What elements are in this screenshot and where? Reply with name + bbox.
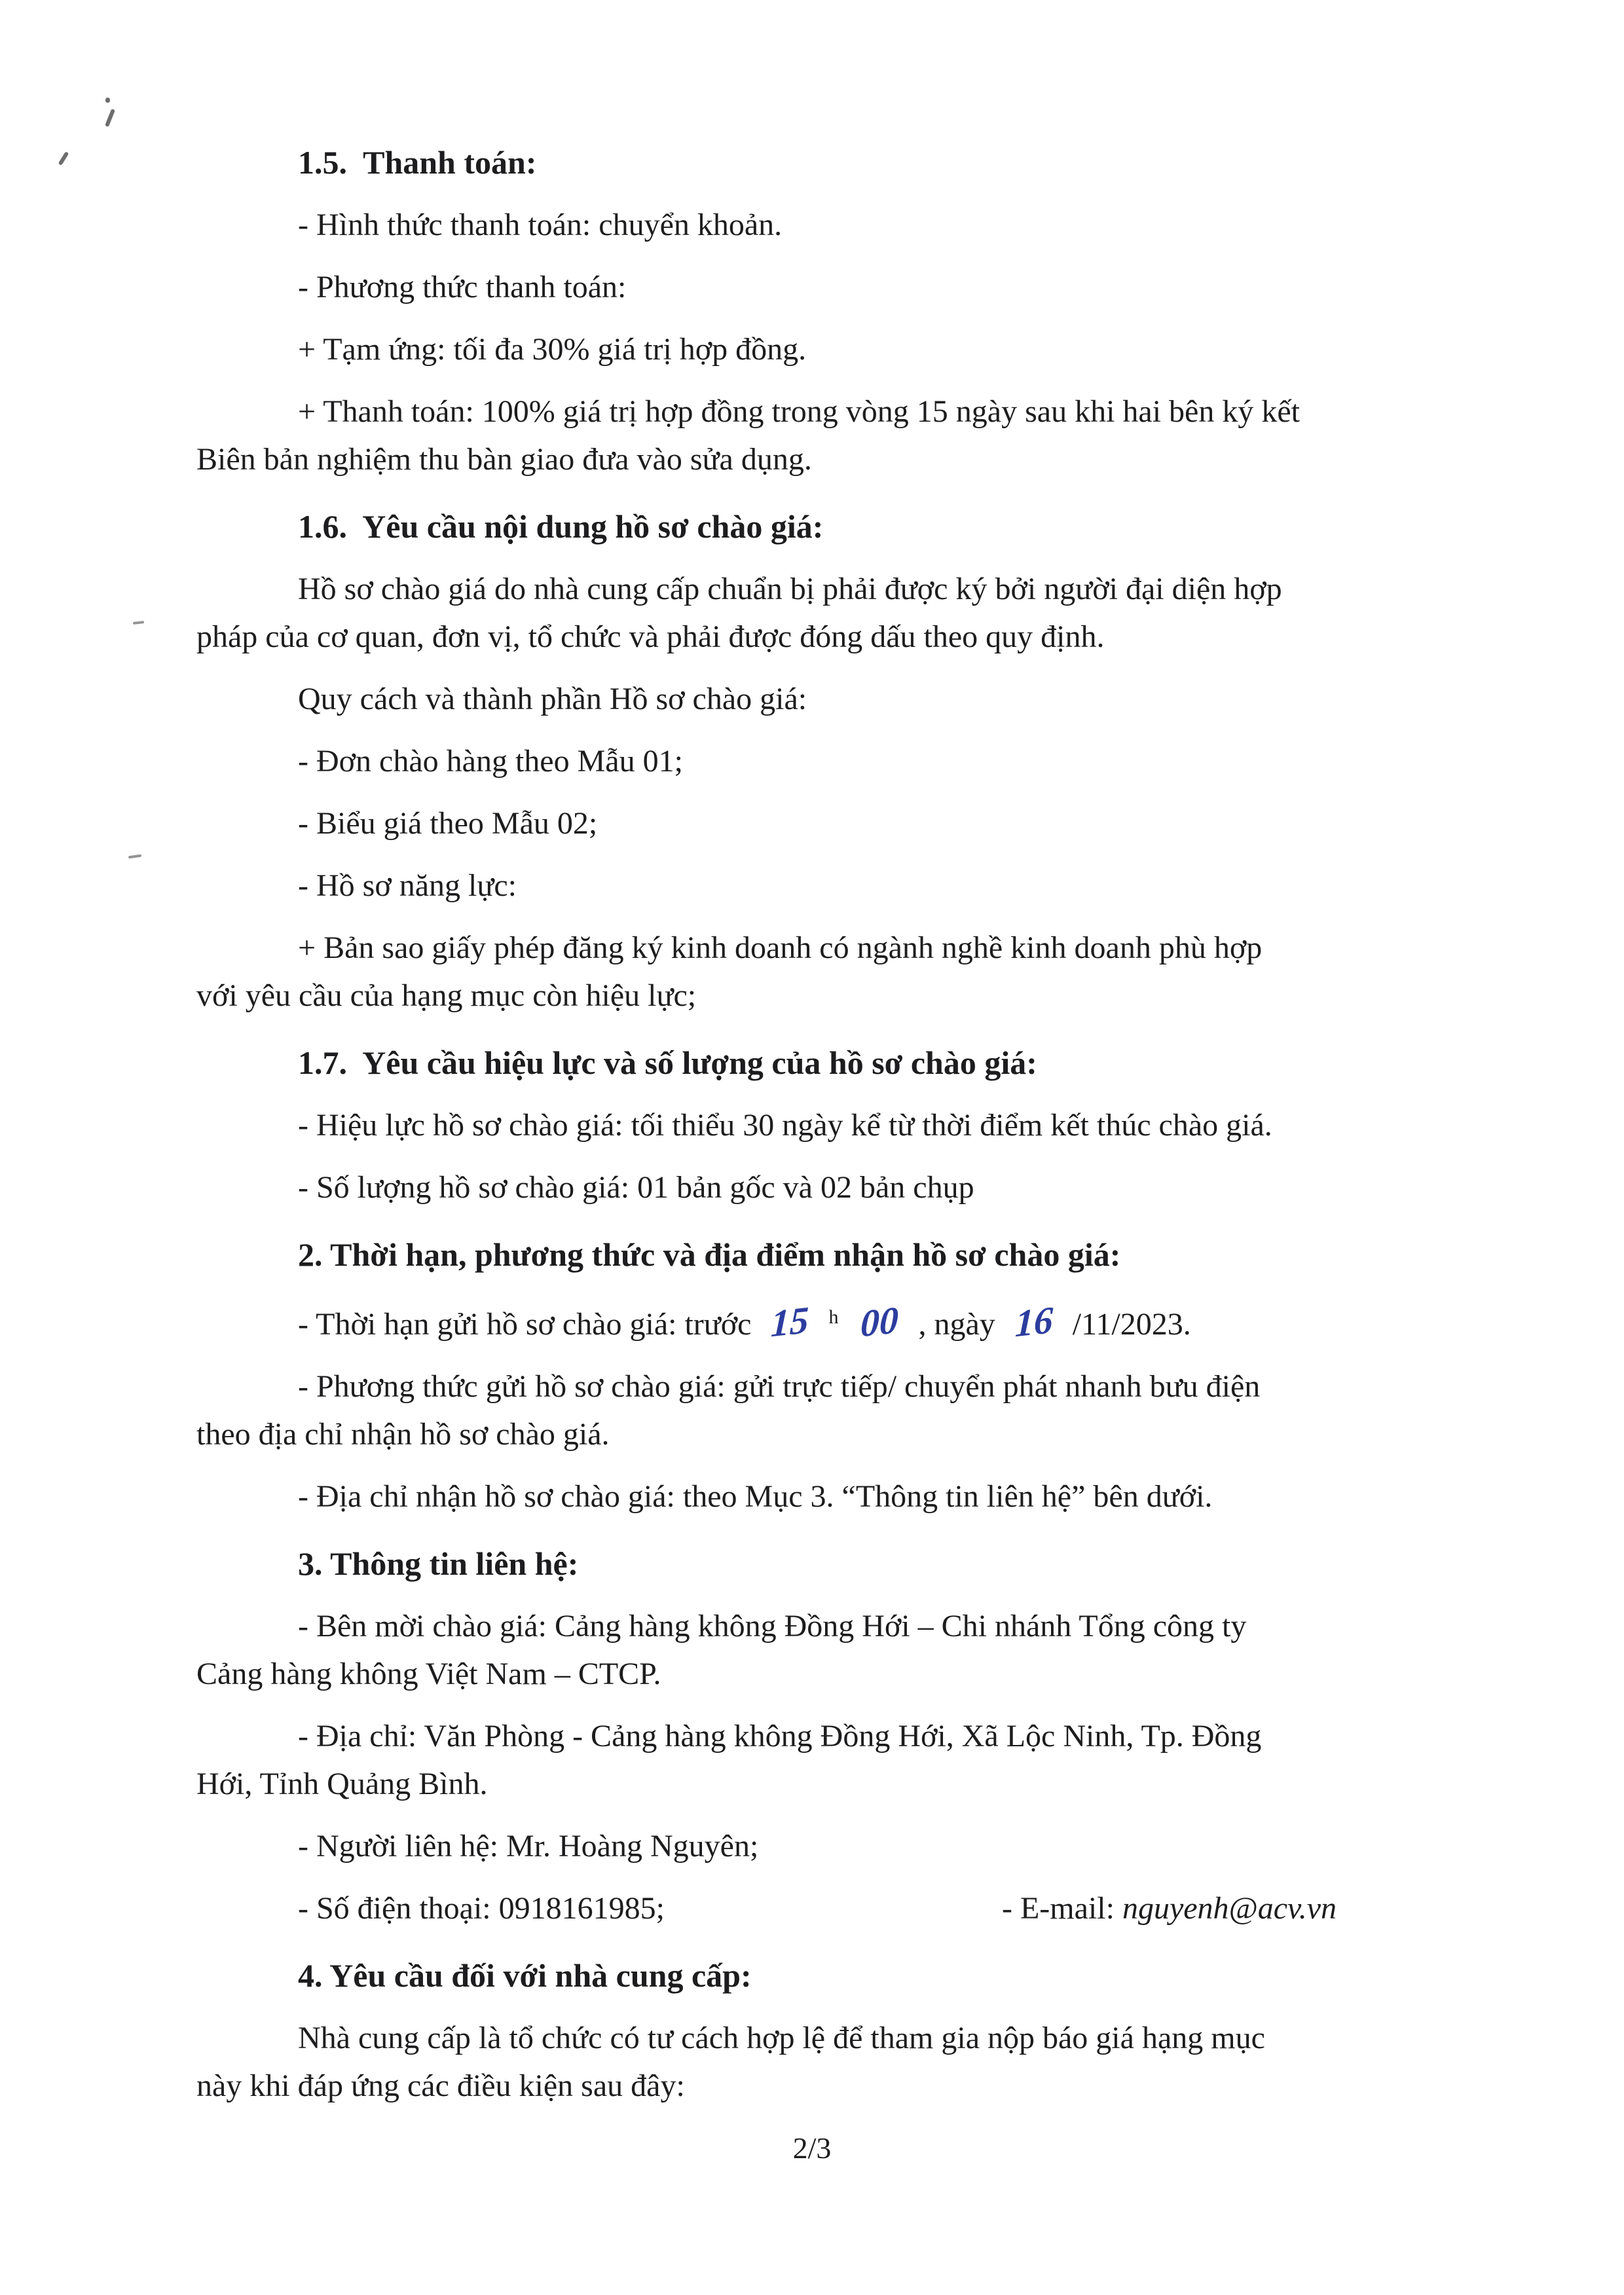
text-line: + Bản sao giấy phép đăng ký kinh doanh có ngành nghề kinh doanh phù hợp — [298, 930, 1263, 965]
text-line: - Biểu giá theo Mẫu 02; — [298, 806, 598, 841]
text-segment: /11/2023. — [1072, 1307, 1191, 1342]
text-segment: , ngày — [918, 1307, 995, 1342]
document-body — [196, 139, 1526, 2110]
text-line: - Đơn chào hàng theo Mẫu 01; — [298, 744, 683, 779]
text-line: - Hiệu lực hồ sơ chào giá: tối thiểu 30 ngày kể từ thời điểm kết thúc chào giá. — [298, 1108, 1272, 1143]
text-line: - Hình thức thanh toán: chuyển khoản. — [298, 208, 783, 242]
text-segment: - E-mail: — [1002, 1891, 1122, 1926]
scan-artifact — [133, 621, 144, 625]
text-line: - Phương thức thanh toán: — [298, 270, 627, 304]
email-address-text: nguyenh@acv.vn — [1122, 1891, 1337, 1926]
text-line: Biên bản nghiệm thu bàn giao đưa vào sửa dụng. — [196, 442, 812, 477]
text-line: - Địa chỉ nhận hồ sơ chào giá: theo Mục 3. “Thông tin liên hệ” bên dưới. — [298, 1479, 1213, 1514]
text-line: + Tạm ứng: tối đa 30% giá trị hợp đồng. — [298, 332, 807, 367]
text-line: theo địa chỉ nhận hồ sơ chào giá. — [196, 1417, 610, 1452]
phone-line: - Số điện thoại: 0918161985; — [298, 1891, 665, 1926]
text-line: pháp của cơ quan, đơn vị, tổ chức và phải được đóng dấu theo quy định. — [196, 619, 1105, 654]
email-line — [1002, 1884, 1337, 1932]
text-line — [196, 1293, 1526, 1348]
text-line: Quy cách và thành phần Hồ sơ chào giá: — [298, 682, 807, 716]
section-heading: 1.6. Yêu cầu nội dung hồ sơ chào giá: — [298, 508, 824, 545]
handwritten-text: 16 — [1014, 1298, 1054, 1346]
section-heading: 4. Yêu cầu đối với nhà cung cấp: — [298, 1957, 752, 1994]
text-line: Cảng hàng không Việt Nam – CTCP. — [196, 1657, 661, 1691]
text-line: - Bên mời chào giá: Cảng hàng không Đồng Hới – Chi nhánh Tổng công ty — [298, 1609, 1247, 1643]
text-segment: - Thời hạn gửi hồ sơ chào giá: trước — [298, 1307, 752, 1342]
text-line: - Hồ sơ năng lực: — [298, 868, 517, 903]
text-line: Nhà cung cấp là tổ chức có tư cách hợp lệ để tham gia nộp báo giá hạng mục — [298, 2021, 1265, 2055]
text-line: Hới, Tỉnh Quảng Bình. — [196, 1767, 488, 1801]
page-number: 2/3 — [792, 2131, 832, 2165]
text-line: + Thanh toán: 100% giá trị hợp đồng trong vòng 15 ngày sau khi hai bên ký kết — [298, 394, 1300, 429]
scan-artifact — [105, 109, 115, 127]
section-heading: 1.5. Thanh toán: — [298, 144, 537, 181]
text-line: - Người liên hệ: Mr. Hoàng Nguyên; — [298, 1829, 759, 1864]
text-line: - Địa chỉ: Văn Phòng - Cảng hàng không Đồng Hới, Xã Lộc Ninh, Tp. Đồng — [298, 1719, 1262, 1753]
text-line: này khi đáp ứng các điều kiện sau đây: — [196, 2068, 685, 2103]
section-heading: 3. Thông tin liên hệ: — [298, 1545, 579, 1582]
superscript-text: h — [828, 1306, 839, 1328]
text-line: - Số lượng hồ sơ chào giá: 01 bản gốc và 02 bản chụp — [298, 1170, 974, 1205]
handwritten-text: 00 — [860, 1298, 900, 1346]
text-line: Hồ sơ chào giá do nhà cung cấp chuẩn bị phải được ký bởi người đại diện hợp — [298, 572, 1282, 606]
section-heading: 1.7. Yêu cầu hiệu lực và số lượng của hồ sơ chào giá: — [298, 1044, 1037, 1081]
text-line: với yêu cầu của hạng mục còn hiệu lực; — [196, 978, 697, 1013]
text-line — [196, 1884, 1526, 1932]
section-heading: 2. Thời hạn, phương thức và địa điểm nhận hồ sơ chào giá: — [298, 1236, 1121, 1273]
scan-artifact — [58, 151, 69, 166]
scan-artifact — [105, 98, 110, 103]
scan-artifact — [128, 854, 141, 859]
handwritten-text: 15 — [770, 1298, 810, 1346]
text-line: - Phương thức gửi hồ sơ chào giá: gửi trực tiếp/ chuyển phát nhanh bưu điện — [298, 1369, 1261, 1404]
